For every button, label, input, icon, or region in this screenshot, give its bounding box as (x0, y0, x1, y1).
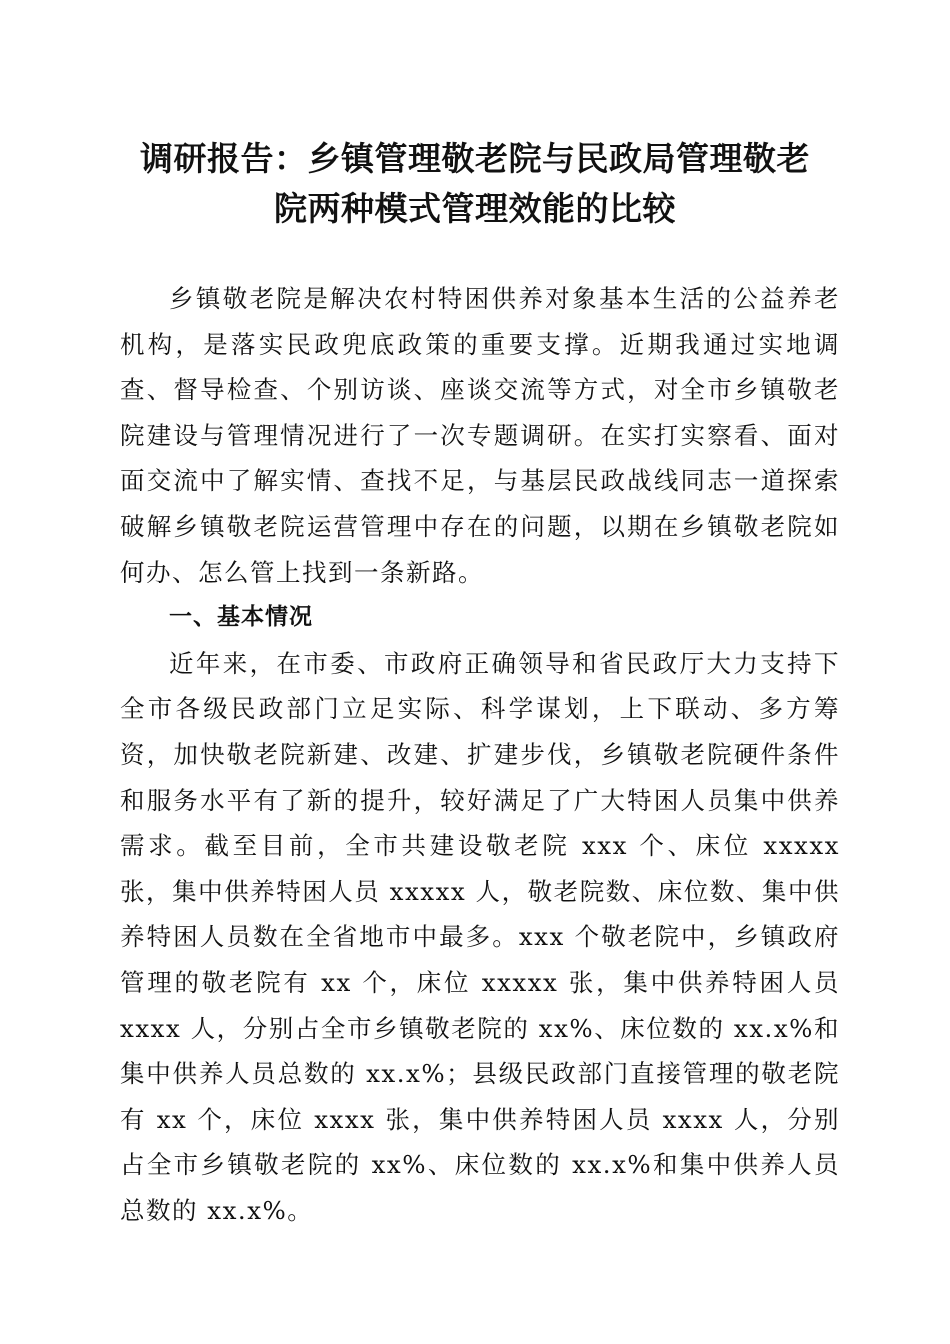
document-body (120, 276, 840, 1233)
title-line-1: 调研报告：乡镇管理敬老院与民政局管理敬老 (140, 139, 810, 178)
intro-paragraph: 乡镇敬老院是解决农村特困供养对象基本生活的公益养老机构，是落实民政兜底政策的重要支撑。近期我通过实地调查、督导检查、个别访谈、座谈交流等方式，对全市乡镇敬老院建设与管理情况进行了一次专题调研。在实打实察看、面对面交流中了解实情、查找不足，与基层民政战线同志一道探索破解乡镇敬老院运营管理中存在的问题，以期在乡镇敬老院如何办、怎么管上找到一条新路。 (120, 284, 840, 587)
section-heading-basic-situation: 一、基本情况 (169, 604, 313, 631)
title-line-2: 院两种模式管理效能的比较 (274, 189, 676, 228)
document-title (110, 134, 840, 234)
basic-situation-paragraph: 近年来，在市委、市政府正确领导和省民政厅大力支持下全市各级民政部门立足实际、科学谋划，上下联动、多方筹资，加快敬老院新建、改建、扩建步伐，乡镇敬老院硬件条件和服务水平有了新的提升，较好满足了广大特困人员集中供养需求。截至目前，全市共建设敬老院 xxx 个、床位 xxxxx 张，集中供养特困人员 xxxxx 人，敬老院数、床位数、集中供养特困人员数在全省地市中最多。xxx 个敬老院中，乡镇政府管理的敬老院有 xx 个，床位 xxxxx 张，集中供养特困人员 xxxx 人，分别占全市乡镇敬老院的 xx%、床位数的 xx.x%和集中供养人员总数的 xx.x%；县级民政部门直接管理的敬老院有 xx 个，床位 xxxx 张，集中供养特困人员 xxxx 人，分别占全市乡镇敬老院的 xx%、床位数的 xx.x%和集中供养人员总数的 xx.x%。 (120, 648, 840, 1225)
